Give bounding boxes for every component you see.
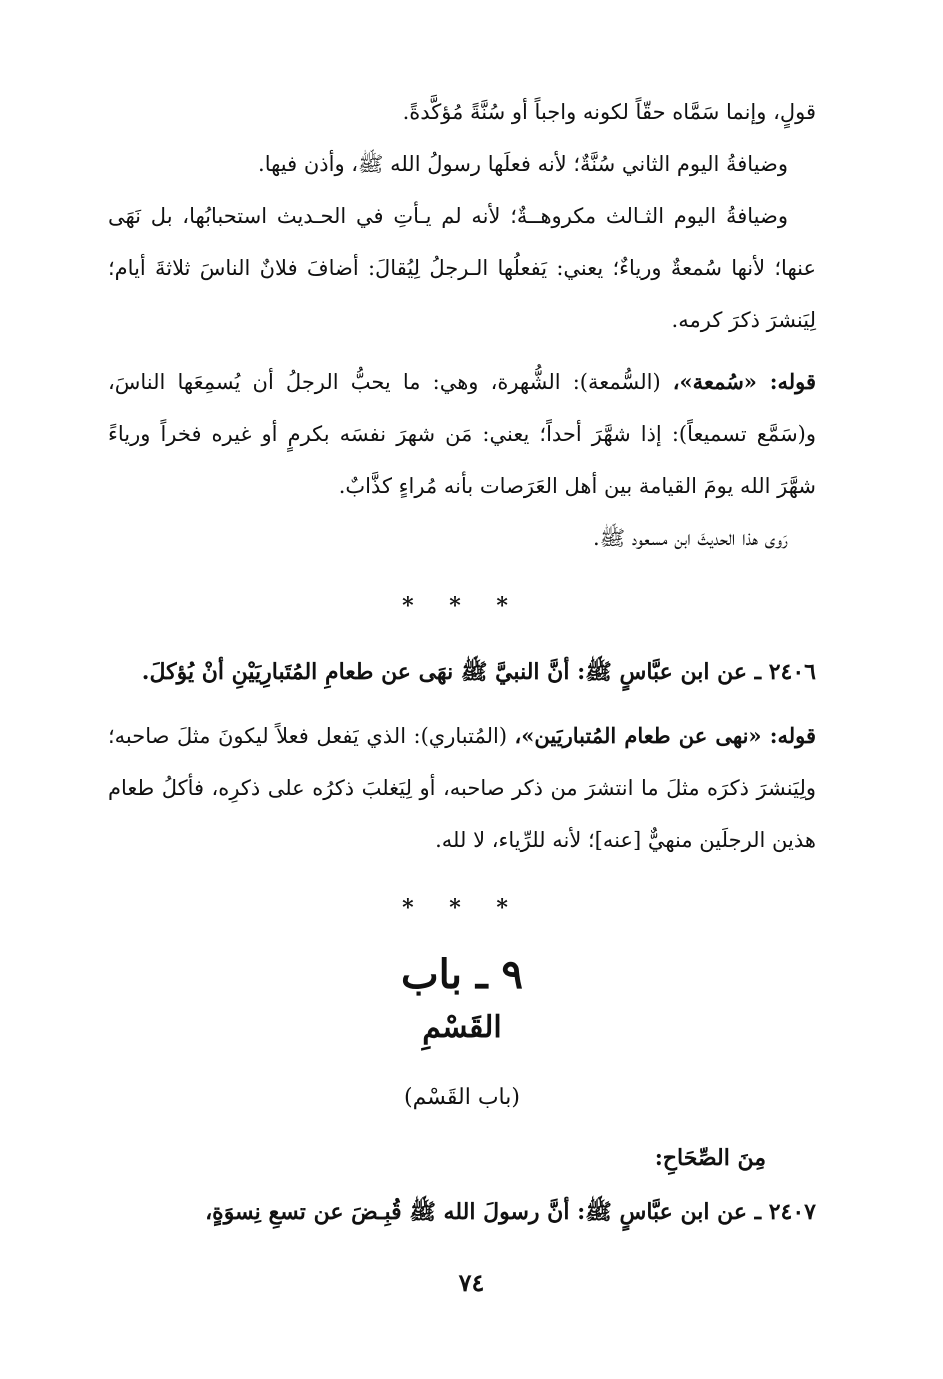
commentary-text: (السُّمعة): الشُّهرة، وهي: ما يحبُّ الرجلُ أن يُسمِعَها الناسَ، و(سَمَّع تسميعاً): إذا شهَّرَ أحداً؛ يعني: مَن شهرَ نفسَه بكرمٍ أو غيره فخراً ورياءً شهَّرَ الله يومَ القيامة بين أهل العَرَصات بأنه مُراءٍ كذَّابٌ. bbox=[108, 370, 816, 498]
section-label: مِنَ الصِّحَاحِ: bbox=[654, 1145, 766, 1171]
section-separator: * * * bbox=[402, 895, 522, 921]
hadith-2406: ٢٤٠٦ ـ عن ابن عبَّاسٍ ﷺ: أنَّ النبيَّ ﷺ نهَى عن طعامِ المُتَبارِيَيْنِ أنْ يُؤكلَ. bbox=[141, 659, 816, 685]
chapter-heading bbox=[108, 946, 816, 1052]
paragraph-p1: قولٍ، وإنما سَمَّاه حقّاً لكونه واجباً أو سُنَّةً مُؤكَّدةً. bbox=[402, 100, 816, 124]
page-number: ٧٤ bbox=[458, 1268, 485, 1297]
commentary-lead: قوله: «نهى عن طعام المُتباريَين»، bbox=[514, 723, 816, 748]
hadith-2407: ٢٤٠٧ ـ عن ابن عبَّاسٍ ﷺ: أنَّ رسولَ الله ﷺ قُبِـضَ عن تسعِ نِسوَةٍ، bbox=[205, 1199, 816, 1225]
commentary-text: (المُتباري): الذي يَفعل فعلاً ليكونَ مثلَ صاحبه؛ ولِيَنشرَ ذكرَه مثلَ ما انتشرَ من ذكر صاحبه، أو لِيَغلبَ ذكرُه على ذكرِه، فأكلُ طعام هذين الرجلَين منهيٌّ [عنه]؛ لأنه للرِّياء، لا لله. bbox=[108, 724, 816, 852]
chapter-title: القَسْمِ bbox=[422, 1010, 502, 1045]
commentary-lead: قوله: «سُمعة»، bbox=[672, 369, 816, 394]
page-body bbox=[108, 86, 816, 1240]
chapter-number: ٩ ـ باب bbox=[400, 951, 524, 998]
chapter-subtitle: (باب القَسْم) bbox=[404, 1085, 520, 1110]
section-separator: * * * bbox=[402, 593, 522, 619]
paragraph-p5: رَوى هذا الحديثَ ابن مسعود ﷺ. bbox=[593, 526, 788, 550]
paragraph-p2: وضيافةُ اليوم الثاني سُنَّةٌ؛ لأنه فعلَها رسولُ الله ﷺ، وأذن فيها. bbox=[258, 152, 788, 176]
commentary-2406 bbox=[108, 710, 816, 866]
paragraph-p4 bbox=[108, 356, 816, 512]
paragraph-p3: وضيافةُ اليوم الثـالث مكروهــةٌ؛ لأنه لم يـأتِ في الحـديث استحبابُها، بل نَهَى عنها؛ لأنها سُمعةٌ ورياءٌ؛ يعني: يَفعلُها الـرجلُ لِيُقالَ: أضافَ فلانٌ الناسَ ثلاثةَ أيام؛ لِيَنشرَ ذكرَ كرمه. bbox=[108, 204, 816, 332]
